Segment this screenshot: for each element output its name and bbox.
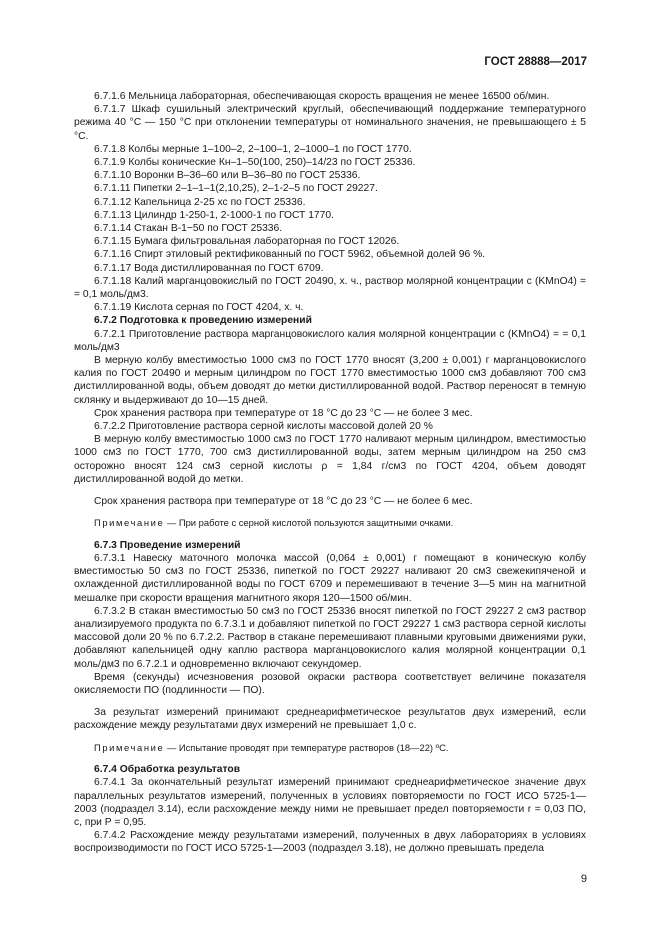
paragraph: Срок хранения раствора при температуре от 18 °С до 23 °С — не более 6 мес. (94, 496, 473, 508)
paragraph: 6.7.1.13 Цилиндр 1-250-1, 2-1000-1 по ГОСТ 1770. (94, 209, 334, 221)
paragraph: В мерную колбу вместимостью 1000 см3 по ГОСТ 1770 вносят (3,200 ± 0,001) г марганцовокислого калия по ГОСТ 20490 и мерным цилиндром по ГОСТ 1770 вместимостью 1000 см3 добавляют 700 см3 дистиллированной воды, объем доводят до метки дистиллированной водой. Раствор переносят в темную склянку и выдерживают до 10—15 дней. (74, 355, 586, 406)
paragraph: 6.7.1.10 Воронки В–36–60 или В–36–80 по ГОСТ 25336. (94, 170, 361, 182)
paragraph: 6.7.1.16 Спирт этиловый ректификованный по ГОСТ 5962, объемной долей 96 %. (94, 249, 486, 261)
paragraph: 6.7.1.14 Стакан В-1−50 по ГОСТ 25336. (94, 223, 283, 235)
paragraph: 6.7.1.8 Колбы мерные 1–100–2, 2–100–1, 2–1000–1 по ГОСТ 1770. (94, 143, 412, 155)
paragraph: 6.7.1.11 Пипетки 2–1–1–1(2,10,25), 2–1-2–5 по ГОСТ 29227. (94, 183, 378, 195)
page-number: 9 (580, 873, 587, 885)
paragraph: 6.7.1.15 Бумага фильтровальная лабораторная по ГОСТ 12026. (94, 236, 400, 248)
note: Примечание — При работе с серной кислотой пользуются защитными очками. (94, 517, 454, 529)
section-heading: 6.7.4 Обработка результатов (94, 764, 241, 776)
paragraph: 6.7.2.2 Приготовление раствора серной кислоты массовой долей 20 % (94, 421, 433, 433)
paragraph: 6.7.1.17 Вода дистиллированная по ГОСТ 6709. (94, 262, 324, 274)
document-body (74, 90, 586, 856)
paragraph: 6.7.4.1 За окончательный результат измерений принимают среднеарифметическое значение двух параллельных результатов измерений, полученных в условиях повторяемости по ГОСТ ИСО 5725-1—2003 (подраздел 3.14), если расхождение между ними не превышает предел повторяемости r = 0,03 ПО, с, при Р = 0,95. (74, 777, 586, 828)
paragraph: 6.7.1.12 Капельница 2-25 хс по ГОСТ 25336. (94, 196, 306, 208)
paragraph: 6.7.1.9 Колбы конические Кн–1–50(100, 250)–14/23 по ГОСТ 25336. (94, 157, 416, 169)
paragraph: За результат измерений принимают среднеарифметическое результатов двух измерений, если расхождение между результатами двух измерений не превышает 1,0 с. (74, 707, 586, 732)
paragraph: 6.7.1.7 Шкаф сушильный электрический круглый, обеспечивающий поддержание температурного режима 40 °С — 150 °С при отклонении температуры от номинального значения, не превышающего ± 5 °С. (74, 104, 586, 142)
paragraph: Срок хранения раствора при температуре от 18 °С до 23 °С — не более 3 мес. (94, 407, 473, 419)
paragraph: 6.7.4.2 Расхождение между результатами измерений, полученных в двух лабораториях в условиях воспроизводимости по ГОСТ ИСО 5725-1—2003 (подраздел 3.18), не должно превышать предела (74, 830, 586, 855)
paragraph: Время (секунды) исчезновения розовой окраски раствора соответствует величине показателя окисляемости ПО (подлинности — ПО). (74, 671, 586, 697)
note: Примечание — Испытание проводят при температуре растворов (18—22) ºС. (94, 741, 449, 753)
standard-header: ГОСТ 28888—2017 (484, 56, 587, 68)
section-heading: 6.7.2 Подготовка к проведению измерений (94, 315, 312, 327)
paragraph: 6.7.1.18 Калий марганцовокислый по ГОСТ 20490, х. ч., раствор молярной концентрации с (KMnO4) = = 0,1 моль/дм3. (74, 275, 586, 301)
paragraph: 6.7.1.6 Мельница лабораторная, обеспечивающая скорость вращения не менее 16500 об/мин. (94, 91, 550, 102)
paragraph: В мерную колбу вместимостью 1000 см3 по ГОСТ 1770 наливают мерным цилиндром, вместимостью 1000 см3 по ГОСТ 1770, 700 см3 дистиллированной воды, затем мерным цилиндром на 250 см3 осторожно вносят 124 см3 серной кислоты ρ = 1,84 г/см3 по ГОСТ 4204, объем доводят дистиллированной водой до метки. (74, 434, 586, 485)
section-heading: 6.7.3 Проведение измерений (94, 539, 241, 551)
paragraph: 6.7.3.2 В стакан вместимостью 50 см3 по ГОСТ 25336 вносят пипеткой по ГОСТ 29227 2 см3 раствор анализируемого продукта по 6.7.3.1 и добавляют пипеткой по ГОСТ 29227 1 см3 раствора серной кислоты массовой доли 20 % по 6.7.2.2. Раствор в стакане перемешивают плавными круговыми движениями руки, добавляют капельницей одну каплю раствора марганцовокислого калия молярной концентрации 0,1 моль/дм3 по 6.7.2.1 и одновременно включают секундомер. (74, 605, 586, 670)
paragraph: 6.7.1.19 Кислота серная по ГОСТ 4204, х. ч. (94, 302, 304, 314)
paragraph: 6.7.3.1 Навеску маточного молочка массой (0,064 ± 0,001) г помещают в коническую колбу вместимостью 50 см3 по ГОСТ 25336, пипеткой по ГОСТ 29227 наливают 20 см3 свежекипяченой и охлажденной дистиллированной воды по ГОСТ 6709 и перемешивают в течение 3—5 мин на магнитной мешалке при скорости вращения магнитного якоря 120—1500 об/мин. (74, 553, 586, 604)
paragraph: 6.7.2.1 Приготовление раствора марганцовокислого калия молярной концентрации с (KMnO4) = = 0,1 моль/дм3 (74, 328, 586, 353)
